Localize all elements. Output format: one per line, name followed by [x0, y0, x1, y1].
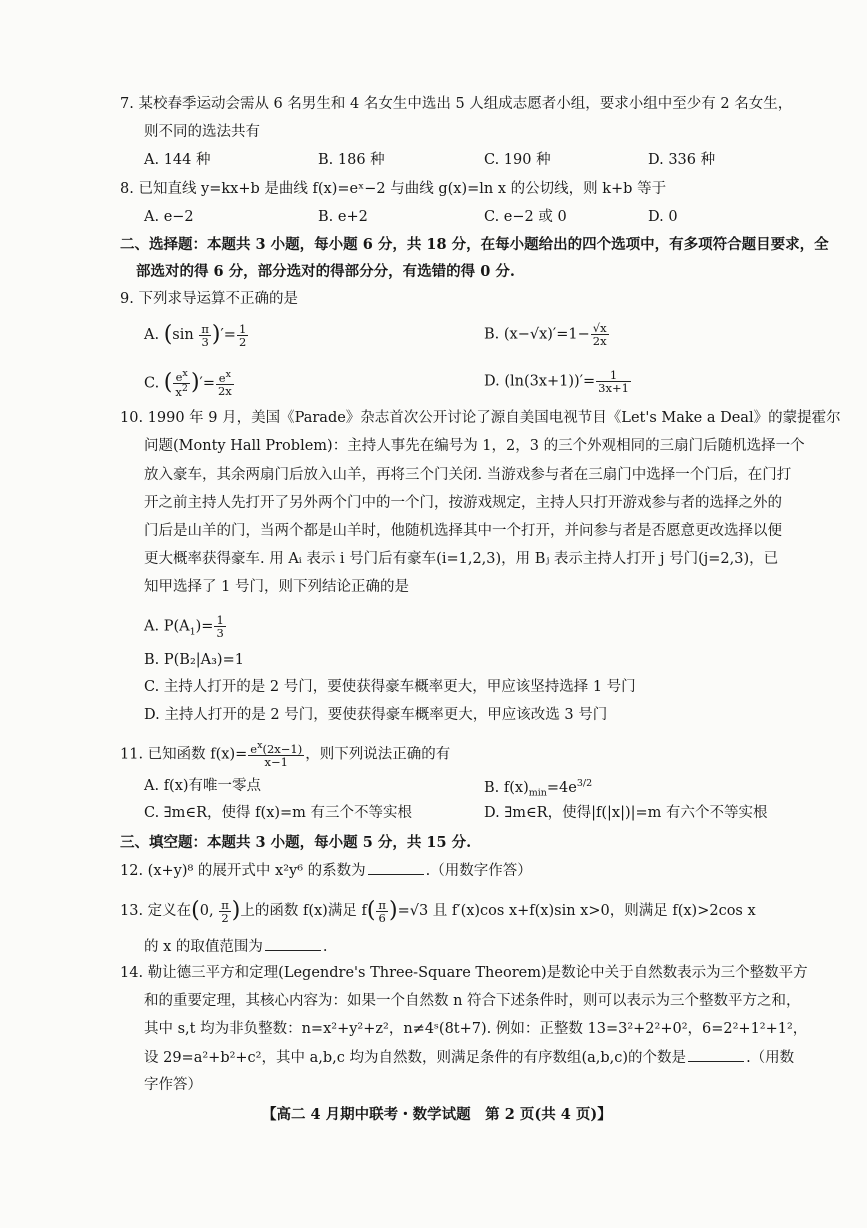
q9-option-d: D. (ln(3x+1))′= $\frac{1}{3x+1}$: [484, 368, 629, 396]
q9-option-c: C. ( $\frac{e^x}{x^2}$ )′= $\frac{e^x}{2x}$: [144, 368, 232, 399]
q11-stem: 11. 已知函数 f(x)= $\frac{e^x(2x-1)}{x-1}$ ，则下列说法正确的有: [120, 740, 451, 769]
section-3-heading: 三、填空题：本题共 3 小题，每小题 5 分，共 15 分.: [120, 834, 472, 851]
q13-stem-cont: 的 x 的取值范围为 .: [144, 939, 328, 955]
q9-option-b: B. (x−√x)′=1− $\frac{√x}{2x}$: [484, 321, 607, 349]
q14-stem-1: 14. 勒让德三平方和定理(Legendre's Three-Square Theorem)是数论中关于自然数表示为三个整数平方: [120, 965, 808, 981]
q8-option-c: C. e−2 或 0: [484, 209, 567, 225]
q11-option-d: D. ∃m∈R，使得|f(|x|)|=m 有六个不等实根: [484, 805, 768, 821]
q11-option-b: B. $f(x)_{min}=4e^{3/2}$: [484, 778, 593, 799]
q7-stem: 7. 某校春季运动会需从 6 名男生和 4 名女生中选出 5 人组成志愿者小组，要求小组中至少有 2 名女生，: [120, 96, 793, 112]
q8-option-a: A. e−2: [144, 209, 194, 225]
section-2-heading-cont: 部选对的得 6 分，部分选对的得部分分，有选错的得 0 分.: [136, 263, 515, 280]
q12-stem: 12. (x+y)⁸ 的展开式中 x²y⁶ 的系数为 .（用数字作答）: [120, 863, 532, 879]
q7-option-d: D. 336 种: [648, 152, 716, 168]
q14-stem-4: 设 29=a²+b²+c²，其中 a,b,c 均为自然数，则满足条件的有序数组(a,b,c)的个数是 .（用数: [144, 1050, 795, 1066]
q10-stem-7: 知甲选择了 1 号门，则下列结论正确的是: [144, 579, 409, 595]
q10-stem-5: 门后是山羊的门，当两个都是山羊时，他随机选择其中一个打开，并问参与者是否愿意更改选择以便: [144, 523, 782, 539]
q10-option-b: B. P(B₂|A₃)=1: [144, 652, 244, 668]
q8-option-b: B. e+2: [318, 209, 368, 225]
q14-stem-2: 和的重要定理，其核心内容为：如果一个自然数 n 符合下述条件时，则可以表示为三个整数平方之和，: [144, 993, 801, 1009]
q13-answer-blank: [265, 938, 321, 951]
q8-option-d: D. 0: [648, 209, 678, 225]
q10-option-c: C. 主持人打开的是 2 号门，要使获得豪车概率更大，甲应该坚持选择 1 号门: [144, 679, 636, 695]
q13-stem: 13. 定义在(0, $\frac{\pi}{2}$ )上的函数 f(x)满足 f( $\frac{\pi}{6}$ )=√3 且 f′(x)cos x+f(x)sin x>0，则满足 f(x)>2cos x: [120, 897, 756, 925]
q10-stem-6: 更大概率获得豪车. 用 Aᵢ 表示 i 号门后有豪车(i=1,2,3)，用 Bⱼ 表示主持人打开 j 号门(j=2,3)，已: [144, 551, 779, 567]
q11-option-c: C. ∃m∈R，使得 f(x)=m 有三个不等实根: [144, 805, 413, 821]
q10-option-d: D. 主持人打开的是 2 号门，要使获得豪车概率更大，甲应该改选 3 号门: [144, 707, 608, 723]
q7-option-b: B. 186 种: [318, 152, 385, 168]
q9-stem: 9. 下列求导运算不正确的是: [120, 291, 298, 307]
section-2-heading: 二、选择题：本题共 3 小题，每小题 6 分，共 18 分，在每小题给出的四个选项中，有多项符合题目要求，全: [120, 236, 829, 253]
q9-option-a: A. (sin $\frac{\pi}{3}$ )′= $\frac{1}{2}$: [144, 321, 247, 349]
q7-option-c: C. 190 种: [484, 152, 551, 168]
q12-answer-blank: [368, 862, 424, 875]
page-footer: 【高二 4 月期中联考・数学试题 第 2 页(共 4 页)】: [262, 1106, 612, 1123]
q10-stem-4: 开之前主持人先打开了另外两个门中的一个门，按游戏规定，主持人只打开游戏参与者的选择之外的: [144, 495, 782, 511]
q8-stem: 8. 已知直线 y=kx+b 是曲线 f(x)=eˣ−2 与曲线 g(x)=ln x 的公切线，则 k+b 等于: [120, 181, 667, 197]
q7-option-a: A. 144 种: [144, 152, 211, 168]
q10-stem-2: 问题(Monty Hall Problem)：主持人事先在编号为 1，2，3 的三个外观相同的三扇门后随机选择一个: [144, 438, 805, 454]
q10-option-a: A. $P(A_1)=$ $\frac{1}{3}$: [144, 613, 224, 641]
q14-stem-3: 其中 s,t 均为非负整数：n=x²+y²+z²，n≠4ˢ(8t+7). 例如：正整数 13=3²+2²+0²，6=2²+1²+1²，: [144, 1021, 808, 1037]
q11-option-a: A. f(x)有唯一零点: [144, 778, 262, 794]
q14-stem-5: 字作答）: [144, 1077, 202, 1093]
q10-stem-1: 10. 1990 年 9 月，美国《Parade》杂志首次公开讨论了源自美国电视节目《Let's Make a Deal》的蒙提霍尔: [120, 410, 841, 426]
q14-answer-blank: [688, 1049, 744, 1062]
q10-stem-3: 放入豪车，其余两扇门后放入山羊，再将三个门关闭. 当游戏参与者在三扇门中选择一个门后，在门打: [144, 467, 792, 483]
q7-stem-cont: 则不同的选法共有: [144, 124, 260, 140]
